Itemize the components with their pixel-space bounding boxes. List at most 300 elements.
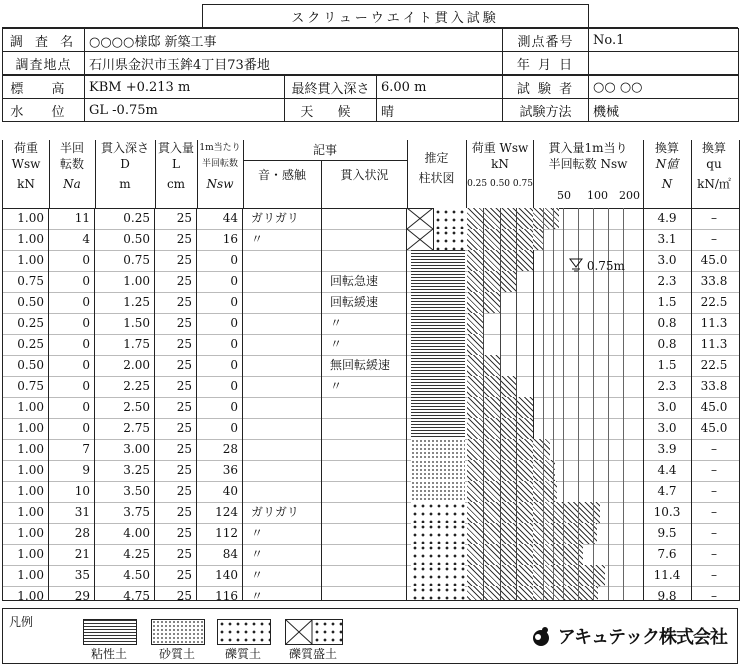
load-cell: 0.75 xyxy=(3,271,49,292)
penetration-cell: 25 xyxy=(155,565,197,586)
company-mark-icon xyxy=(530,625,552,647)
load-bar-cell xyxy=(467,376,534,397)
n-value-cell: 7.6 xyxy=(643,544,692,565)
half-turns-cell: 29 xyxy=(49,586,95,601)
load-cell: 1.00 xyxy=(3,481,49,502)
nsw-bar-cell xyxy=(533,355,644,376)
table-row xyxy=(3,523,739,545)
qu-cell: – xyxy=(711,232,717,246)
col-nsw: 1m当たり 半回転数 Nsw xyxy=(197,140,244,208)
load-bar-cell xyxy=(467,586,534,601)
qu-cell: – xyxy=(711,211,717,225)
weather: 晴 xyxy=(377,99,503,122)
qu-cell: – xyxy=(711,463,717,477)
legend-gravel-label: 礫質土 xyxy=(224,647,261,661)
sound-cell xyxy=(243,355,322,376)
penetration-cell: 25 xyxy=(155,292,197,313)
legend-fill-swatch xyxy=(285,619,343,645)
n-value-cell: 3.9 xyxy=(643,439,692,460)
sound-cell xyxy=(243,250,322,271)
load-cell: 1.00 xyxy=(3,523,49,544)
soil-column-cell xyxy=(407,544,468,565)
depth-cell: 4.00 xyxy=(95,523,155,544)
penetration-cell: 25 xyxy=(155,439,197,460)
nsw-cell: 0 xyxy=(197,250,243,271)
soil-column-cell xyxy=(407,376,468,397)
legend-label: 凡例 xyxy=(9,615,34,629)
site-address: 石川県金沢市玉鉾4丁目73番地 xyxy=(85,52,503,75)
final-depth: 6.00 m xyxy=(377,76,503,99)
sound-cell xyxy=(243,418,322,439)
load-cell: 1.00 xyxy=(3,208,49,229)
table-row xyxy=(3,229,739,251)
nsw-bar-cell xyxy=(533,565,644,586)
load-bar-cell xyxy=(467,355,534,376)
legend-sand-label: 砂質土 xyxy=(158,647,195,661)
status-cell: 〃 xyxy=(322,313,407,334)
nsw-cell: 44 xyxy=(197,208,243,229)
depth-cell: 3.50 xyxy=(95,481,155,502)
penetration-cell: 25 xyxy=(155,250,197,271)
penetration-cell: 25 xyxy=(155,502,197,523)
half-turns-cell: 0 xyxy=(49,376,95,397)
half-turns-cell: 28 xyxy=(49,523,95,544)
nsw-bar xyxy=(533,208,559,229)
status-cell: 〃 xyxy=(322,334,407,355)
n-value-cell: 4.4 xyxy=(643,460,692,481)
soil-column-cell xyxy=(407,418,468,439)
data-table xyxy=(2,208,740,601)
n-value-cell: 10.3 xyxy=(643,502,692,523)
status-cell: 回転急速 xyxy=(322,271,407,292)
col-load-graph: 荷重 Wsw kN 0.25 0.50 0.75 xyxy=(467,140,534,208)
nsw-bar-cell xyxy=(533,460,644,481)
soil-column-cell xyxy=(407,250,468,271)
sound-cell xyxy=(243,481,322,502)
soil-column-cell xyxy=(407,481,468,502)
depth-cell: 2.75 xyxy=(95,418,155,439)
status-cell xyxy=(322,502,407,523)
load-bar-cell xyxy=(467,271,534,292)
n-value-cell: 3.1 xyxy=(643,229,692,250)
load-cell: 1.00 xyxy=(3,418,49,439)
half-turns-cell: 0 xyxy=(49,355,95,376)
load-cell: 1.00 xyxy=(3,397,49,418)
load-bar-cell xyxy=(467,418,534,439)
penetration-cell: 25 xyxy=(155,208,197,229)
load-bar-cell xyxy=(467,250,534,271)
nsw-cell: 124 xyxy=(197,502,243,523)
nsw-bar-cell xyxy=(533,229,644,250)
company-name: アキュテック株式会社 xyxy=(557,627,727,648)
nsw-bar-cell xyxy=(533,481,644,502)
depth-cell: 0.25 xyxy=(95,208,155,229)
header-block xyxy=(2,4,738,122)
status-cell xyxy=(322,481,407,502)
water-level-text: 0.75m xyxy=(586,259,625,273)
load-bar-cell xyxy=(467,292,534,313)
depth-cell: 2.25 xyxy=(95,376,155,397)
table-row xyxy=(3,208,739,230)
nsw-bar xyxy=(533,439,550,460)
sound-cell xyxy=(243,292,322,313)
table-row xyxy=(3,418,739,440)
half-turns-cell: 0 xyxy=(49,292,95,313)
status-cell xyxy=(322,439,407,460)
depth-cell: 1.00 xyxy=(95,271,155,292)
status-cell xyxy=(322,544,407,565)
half-turns-cell: 9 xyxy=(49,460,95,481)
qu-cell: – xyxy=(711,589,717,601)
legend-sand-swatch xyxy=(151,619,205,645)
load-cell: 0.25 xyxy=(3,334,49,355)
status-cell xyxy=(322,460,407,481)
company-logo xyxy=(530,623,727,649)
tester: ○○ ○○ xyxy=(589,76,739,99)
load-bar-cell xyxy=(467,397,534,418)
nsw-cell: 0 xyxy=(197,355,243,376)
sound-cell: 〃 xyxy=(243,544,322,565)
qu-cell: 11.3 xyxy=(700,337,728,351)
nsw-bar-cell xyxy=(533,397,644,418)
legend-clay-label: 粘性土 xyxy=(90,647,127,661)
table-row xyxy=(3,250,739,272)
n-value-cell: 2.3 xyxy=(643,271,692,292)
penetration-cell: 25 xyxy=(155,544,197,565)
soil-column-cell xyxy=(407,502,468,523)
load-bar-cell xyxy=(467,565,534,586)
depth-cell: 1.25 xyxy=(95,292,155,313)
penetration-cell: 25 xyxy=(155,418,197,439)
status-cell: 無回転緩速 xyxy=(322,355,407,376)
col-n-value: 換算 N値 N xyxy=(643,140,692,208)
col-half-turns: 半回 転数 Na xyxy=(49,140,96,208)
qu-cell: – xyxy=(711,505,717,519)
test-date xyxy=(589,52,739,75)
qu-cell: – xyxy=(711,568,717,582)
sound-cell xyxy=(243,313,322,334)
nsw-cell: 28 xyxy=(197,439,243,460)
nsw-bar-cell xyxy=(533,376,644,397)
sound-cell xyxy=(243,460,322,481)
soil-column-cell xyxy=(407,397,468,418)
water-level-marker xyxy=(569,258,625,273)
half-turns-cell: 0 xyxy=(49,271,95,292)
penetration-cell: 25 xyxy=(155,397,197,418)
table-row xyxy=(3,271,739,293)
penetration-cell: 25 xyxy=(155,229,197,250)
sound-cell xyxy=(243,439,322,460)
sound-cell: ガリガリ xyxy=(243,208,322,229)
load-cell: 1.00 xyxy=(3,502,49,523)
nsw-bar-cell xyxy=(533,586,644,601)
qu-cell: – xyxy=(711,547,717,561)
n-value-cell: 1.5 xyxy=(643,292,692,313)
nsw-bar-cell xyxy=(533,208,644,229)
table-row xyxy=(3,460,739,482)
legend-fill-label: 礫質盛土 xyxy=(288,647,337,661)
soil-column-cell xyxy=(407,460,468,481)
status-cell xyxy=(322,565,407,586)
soil-column-cell xyxy=(407,313,468,334)
nsw-cell: 0 xyxy=(197,292,243,313)
legend-gravel-swatch xyxy=(217,619,271,645)
nsw-cell: 0 xyxy=(197,418,243,439)
survey-name: ○○○○様邸 新築工事 xyxy=(85,29,503,52)
nsw-cell: 0 xyxy=(197,376,243,397)
nsw-cell: 0 xyxy=(197,397,243,418)
status-cell xyxy=(322,523,407,544)
col-column-chart: 推定 柱状図 xyxy=(407,140,467,208)
nsw-bar xyxy=(533,229,543,250)
half-turns-cell: 0 xyxy=(49,334,95,355)
col-nsw-graph: 貫入量1m当り 半回転数 Nsw 50 100 200 xyxy=(533,140,644,208)
qu-cell: – xyxy=(711,484,717,498)
penetration-cell: 25 xyxy=(155,334,197,355)
water-level-label: 水 位 xyxy=(3,99,85,122)
load-bar xyxy=(467,376,517,397)
qu-cell: – xyxy=(711,442,717,456)
qu-cell: 45.0 xyxy=(700,421,728,435)
nsw-cell: 40 xyxy=(197,481,243,502)
load-cell: 0.75 xyxy=(3,376,49,397)
n-value-cell: 3.0 xyxy=(643,397,692,418)
penetration-cell: 25 xyxy=(155,586,197,601)
table-row xyxy=(3,376,739,398)
table-row xyxy=(3,292,739,314)
column-headers xyxy=(2,140,740,209)
col-load: 荷重 Wsw kN xyxy=(3,140,50,208)
table-row xyxy=(3,313,739,335)
n-value-cell: 3.0 xyxy=(643,418,692,439)
elevation-label: 標 高 xyxy=(3,76,85,99)
col-depth: 貫入深さ D m xyxy=(95,140,156,208)
nsw-cell: 0 xyxy=(197,313,243,334)
depth-cell: 0.50 xyxy=(95,229,155,250)
half-turns-cell: 0 xyxy=(49,397,95,418)
penetration-cell: 25 xyxy=(155,313,197,334)
load-bar-cell xyxy=(467,523,534,544)
sound-cell xyxy=(243,397,322,418)
half-turns-cell: 4 xyxy=(49,229,95,250)
load-bar xyxy=(467,313,484,334)
col-notes: 記事 音・感触 貫入状況 xyxy=(243,140,408,208)
qu-cell: 22.5 xyxy=(700,295,728,309)
nsw-bar xyxy=(533,544,583,565)
load-bar xyxy=(467,271,517,292)
half-turns-cell: 11 xyxy=(49,208,95,229)
point-no-label: 測点番号 xyxy=(503,29,589,52)
soil-column-cell xyxy=(407,523,468,544)
depth-cell: 1.75 xyxy=(95,334,155,355)
qu-cell: 45.0 xyxy=(700,253,728,267)
nsw-bar-cell xyxy=(533,271,644,292)
half-turns-cell: 31 xyxy=(49,502,95,523)
penetration-cell: 25 xyxy=(155,376,197,397)
method-label: 試験方法 xyxy=(503,99,589,122)
depth-cell: 4.75 xyxy=(95,586,155,601)
table-row xyxy=(3,565,739,587)
nsw-bar-cell xyxy=(533,313,644,334)
load-cell: 1.00 xyxy=(3,544,49,565)
load-cell: 1.00 xyxy=(3,586,49,601)
depth-cell: 0.75 xyxy=(95,250,155,271)
test-sheet xyxy=(2,4,738,664)
soil-column-cell xyxy=(407,334,468,355)
nsw-bar-cell xyxy=(533,292,644,313)
half-turns-cell: 7 xyxy=(49,439,95,460)
load-cell: 0.50 xyxy=(3,292,49,313)
sound-cell: 〃 xyxy=(243,586,322,601)
sound-cell: ガリガリ xyxy=(243,502,322,523)
load-bar-cell xyxy=(467,313,534,334)
table-row xyxy=(3,397,739,419)
final-depth-label: 最終貫入深さ xyxy=(285,76,377,99)
tester-label: 試 験 者 xyxy=(503,76,589,99)
qu-cell: – xyxy=(711,526,717,540)
nsw-cell: 36 xyxy=(197,460,243,481)
col-qu: 換算 qu kN/㎡ xyxy=(697,141,731,191)
point-no: No.1 xyxy=(589,29,739,52)
depth-cell: 2.50 xyxy=(95,397,155,418)
elevation: KBM +0.213 m xyxy=(85,76,285,99)
table-row xyxy=(3,544,739,566)
sheet-title: スクリューウエイト貫入試験 xyxy=(202,5,588,28)
nsw-bar-cell xyxy=(533,418,644,439)
qu-cell: 33.8 xyxy=(700,274,728,288)
load-bar-cell xyxy=(467,208,534,229)
depth-cell: 1.50 xyxy=(95,313,155,334)
nsw-bar-cell xyxy=(533,523,644,544)
n-value-cell: 4.7 xyxy=(643,481,692,502)
depth-cell: 2.00 xyxy=(95,355,155,376)
load-cell: 1.00 xyxy=(3,229,49,250)
col-sound: 音・感触 xyxy=(243,161,322,208)
load-bar-cell xyxy=(467,334,534,355)
half-turns-cell: 10 xyxy=(49,481,95,502)
table-row xyxy=(3,334,739,356)
sound-cell xyxy=(243,376,322,397)
col-penetration: 貫入量 L cm xyxy=(155,140,198,208)
status-cell: 〃 xyxy=(322,376,407,397)
legend-clay-swatch xyxy=(83,619,137,645)
qu-cell: 22.5 xyxy=(700,358,728,372)
half-turns-cell: 0 xyxy=(49,418,95,439)
sound-cell: 〃 xyxy=(243,229,322,250)
status-cell xyxy=(322,208,407,229)
n-value-cell: 11.4 xyxy=(643,565,692,586)
n-value-cell: 9.8 xyxy=(643,586,692,601)
water-level-icon xyxy=(569,258,583,272)
depth-cell: 4.50 xyxy=(95,565,155,586)
n-value-cell: 1.5 xyxy=(643,355,692,376)
test-method: 機械 xyxy=(589,99,739,122)
table-row xyxy=(3,586,739,601)
status-cell xyxy=(322,586,407,601)
sound-cell: 〃 xyxy=(243,523,322,544)
soil-column-cell xyxy=(407,355,468,376)
load-cell: 1.00 xyxy=(3,565,49,586)
legend xyxy=(2,608,738,664)
n-value-cell: 2.3 xyxy=(643,376,692,397)
n-value-cell: 0.8 xyxy=(643,313,692,334)
nsw-bar-cell xyxy=(533,439,644,460)
load-cell: 1.00 xyxy=(3,439,49,460)
n-value-cell: 9.5 xyxy=(643,523,692,544)
n-value-cell: 3.0 xyxy=(643,250,692,271)
load-cell: 1.00 xyxy=(3,460,49,481)
load-bar-cell xyxy=(467,439,534,460)
load-cell: 0.25 xyxy=(3,313,49,334)
n-value-cell: 0.8 xyxy=(643,334,692,355)
load-bar-cell xyxy=(467,229,534,250)
qu-cell: 11.3 xyxy=(700,316,728,330)
n-value-cell: 4.9 xyxy=(643,208,692,229)
water-level: GL -0.75m xyxy=(85,99,285,122)
soil-column-cell xyxy=(407,292,468,313)
status-cell xyxy=(322,229,407,250)
qu-cell: 45.0 xyxy=(700,400,728,414)
col-status: 貫入状況 xyxy=(340,168,389,182)
depth-cell: 3.25 xyxy=(95,460,155,481)
penetration-cell: 25 xyxy=(155,271,197,292)
penetration-cell: 25 xyxy=(155,523,197,544)
nsw-cell: 116 xyxy=(197,586,243,601)
soil-column-cell xyxy=(407,565,468,586)
site-label: 調査地点 xyxy=(3,52,85,75)
load-bar-cell xyxy=(467,481,534,502)
soil-column-cell xyxy=(407,208,468,229)
qu-cell: 33.8 xyxy=(700,379,728,393)
half-turns-cell: 0 xyxy=(49,313,95,334)
depth-cell: 3.00 xyxy=(95,439,155,460)
load-cell: 0.50 xyxy=(3,355,49,376)
nsw-bar-cell xyxy=(533,502,644,523)
nsw-cell: 84 xyxy=(197,544,243,565)
soil-column-cell xyxy=(407,271,468,292)
nsw-cell: 0 xyxy=(197,334,243,355)
sound-cell xyxy=(243,334,322,355)
weather-label: 天 候 xyxy=(285,99,377,122)
sound-cell xyxy=(243,271,322,292)
status-cell: 回転緩速 xyxy=(322,292,407,313)
load-cell: 1.00 xyxy=(3,250,49,271)
penetration-cell: 25 xyxy=(155,460,197,481)
nsw-bar-cell xyxy=(533,334,644,355)
depth-cell: 3.75 xyxy=(95,502,155,523)
half-turns-cell: 21 xyxy=(49,544,95,565)
table-row xyxy=(3,502,739,524)
depth-cell: 4.25 xyxy=(95,544,155,565)
nsw-cell: 0 xyxy=(197,271,243,292)
status-cell xyxy=(322,250,407,271)
penetration-cell: 25 xyxy=(155,355,197,376)
table-row xyxy=(3,355,739,377)
status-cell xyxy=(322,418,407,439)
half-turns-cell: 35 xyxy=(49,565,95,586)
load-bar-cell xyxy=(467,460,534,481)
soil-column-cell xyxy=(407,439,468,460)
survey-name-label: 調 査 名 xyxy=(3,29,85,52)
load-bar-cell xyxy=(467,544,534,565)
load-bar-cell xyxy=(467,502,534,523)
date-label: 年 月 日 xyxy=(503,52,589,75)
half-turns-cell: 0 xyxy=(49,250,95,271)
sound-cell: 〃 xyxy=(243,565,322,586)
table-row xyxy=(3,481,739,503)
soil-column-cell xyxy=(407,586,468,601)
nsw-cell: 16 xyxy=(197,229,243,250)
